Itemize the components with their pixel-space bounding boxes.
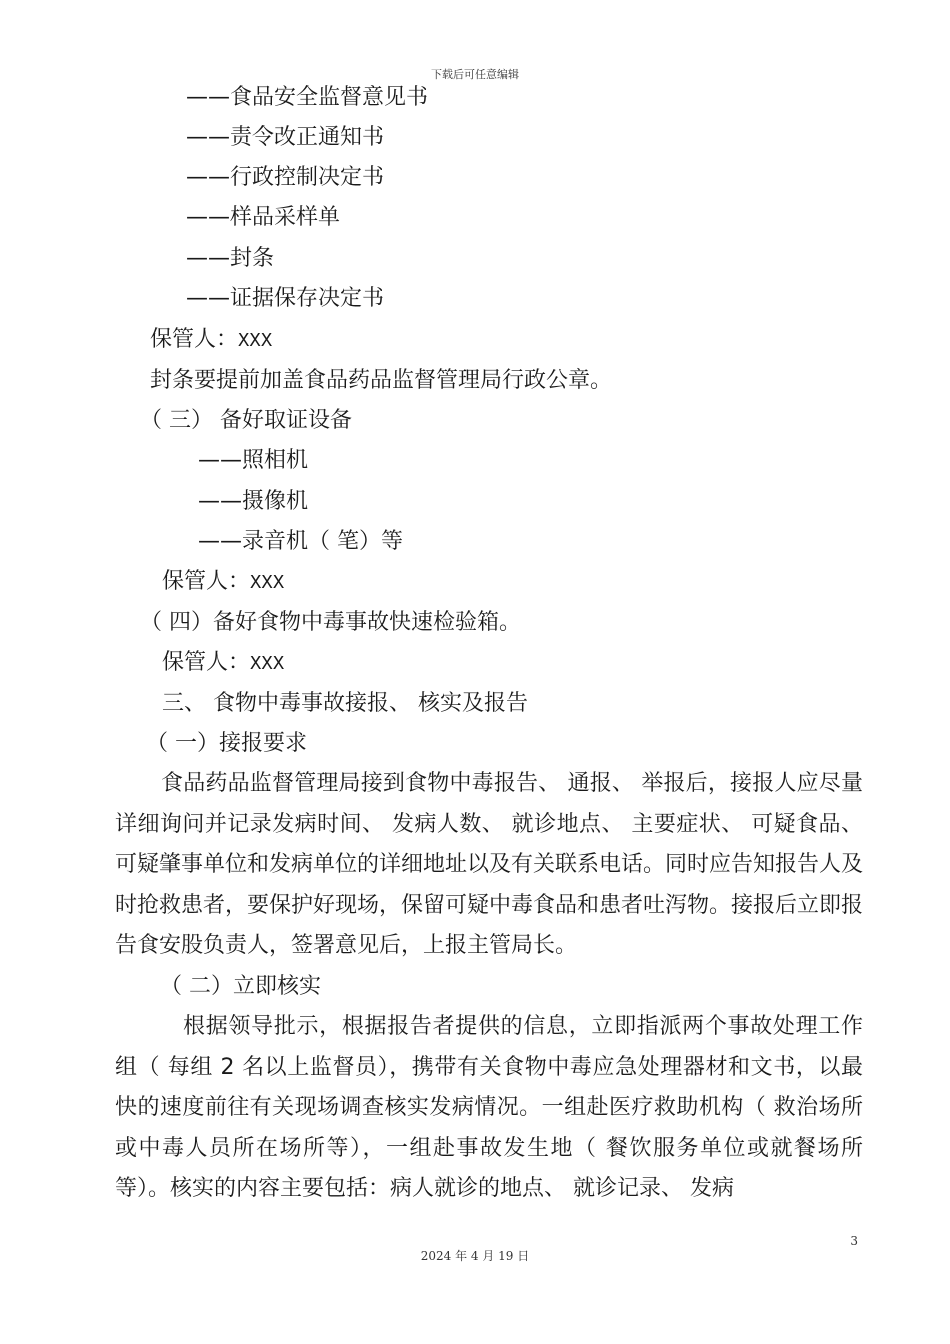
section-title: （ 三） 备好取证设备 <box>140 408 352 433</box>
custodian-line <box>162 567 284 598</box>
page-number: 3 <box>850 1234 858 1248</box>
custodian-label: 保管人： <box>162 650 251 675</box>
section-title: （ 四）备好食物中毒事故快速检验箱。 <box>140 610 521 635</box>
doc-list-item: ——样品采样单 <box>186 205 341 230</box>
custodian-name: XXX <box>250 653 285 675</box>
doc-list-item: ——封条 <box>186 246 275 271</box>
equipment-list-item: ——照相机 <box>198 448 309 473</box>
custodian-name: XXX <box>250 572 285 594</box>
doc-list-item: ——证据保存决定书 <box>186 286 385 311</box>
custodian-label: 保管人： <box>162 569 251 594</box>
subsection-title: （ 一）接报要求 <box>146 731 307 756</box>
body-paragraph: 根据领导批示，根据报告者提供的信息，立即指派两个事故处理工作组（ 每组 2 名以上监督员），携带有关食物中毒应急处理器材和文书，以最快的速度前往有关现场调查核实发病情况。一组赴医疗救助机构（ 救治场所或中毒人员所在场所等），一组赴事故发生地（ 餐饮服务单位或就餐场所等）。核实的内容主要包括：病人就诊的地点、 就诊记录、 发病 <box>115 1014 863 1201</box>
part-heading: 三、 食物中毒事故接报、 核实及报告 <box>162 691 528 716</box>
subsection-title: （ 二）立即核实 <box>160 974 321 999</box>
equipment-list-item: ——录音机（ 笔）等 <box>198 529 403 554</box>
custodian-name: XXX <box>238 330 273 352</box>
custodian-line <box>150 325 272 356</box>
doc-list-item: ——食品安全监督意见书 <box>186 85 429 110</box>
equipment-list-item: ——摄像机 <box>198 489 309 514</box>
footer-date: 2024 年 4 月 19 日 <box>420 1249 530 1263</box>
body-paragraph: 食品药品监督管理局接到食物中毒报告、 通报、 举报后，接报人应尽量详细询问并记录发病时间、 发病人数、 就诊地点、 主要症状、 可疑食品、 可疑肇事单位和发病单位的详细地址以及有关联系电话。同时应告知报告人及时抢救患者，要保护好现场，保留可疑中毒食品和患者吐泻物。接报后立即报告食安股负责人，签署意见后，上报主管局长。 <box>115 771 864 958</box>
header-note: 下载后可任意编辑 <box>431 68 519 81</box>
custodian-label: 保管人： <box>150 327 239 352</box>
seal-note: 封条要提前加盖食品药品监督管理局行政公章。 <box>150 368 613 393</box>
doc-list-item: ——责令改正通知书 <box>186 125 385 150</box>
doc-list-item: ——行政控制决定书 <box>186 165 385 190</box>
custodian-line <box>162 648 284 679</box>
